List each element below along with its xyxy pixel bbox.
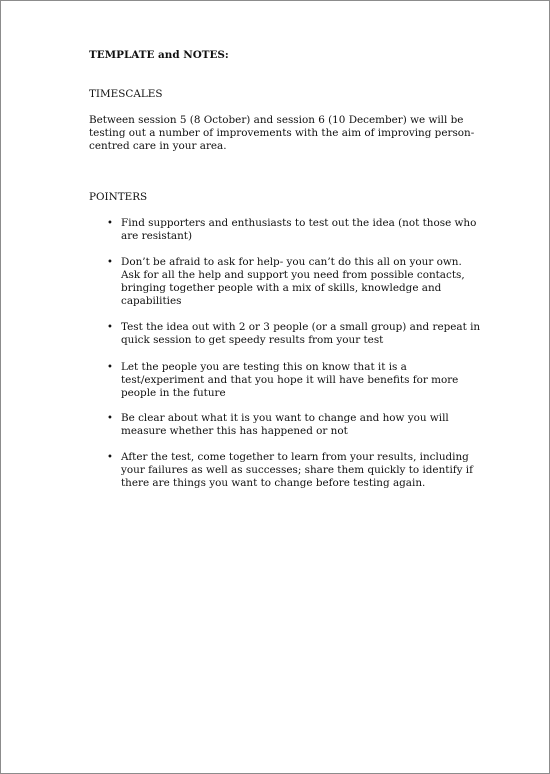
bullet-icon: • — [107, 218, 113, 229]
timescales-text: Between session 5 (8 October) and session 6 (10 December) we will be testing out a number of improvements with the aim of improving person-centred care in your area. — [89, 114, 475, 152]
bullet-icon: • — [107, 322, 113, 333]
bullet-icon: • — [107, 362, 113, 373]
pointers-title: POINTERS — [89, 191, 148, 203]
document-heading: TEMPLATE and NOTES: — [89, 49, 229, 61]
pointer-text: Don’t be afraid to ask for help- you can’t do this all on your own. Ask for all the help and support you need from possible contacts, bringing together people with a mix of skills, knowledge and capabilities — [121, 256, 465, 307]
pointer-text: Be clear about what it is you want to change and how you will measure whether this has happened or not — [121, 412, 449, 437]
pointer-text: Test the idea out with 2 or 3 people (or a small group) and repeat in quick session to get speedy results from your test — [121, 321, 481, 346]
timescales-title: TIMESCALES — [89, 88, 163, 100]
bullet-icon: • — [107, 452, 113, 463]
pointer-text: Find supporters and enthusiasts to test out the idea (not those who are resistant) — [121, 217, 477, 242]
bullet-icon: • — [107, 257, 113, 268]
pointer-text: Let the people you are testing this on know that it is a test/experiment and that you hope it will have benefits for more people in the future — [121, 361, 459, 399]
bullet-icon: • — [107, 413, 113, 424]
pointer-text: After the test, come together to learn from your results, including your failures as well as successes; share them quickly to identify if there are things you want to change before testing again. — [121, 451, 473, 489]
